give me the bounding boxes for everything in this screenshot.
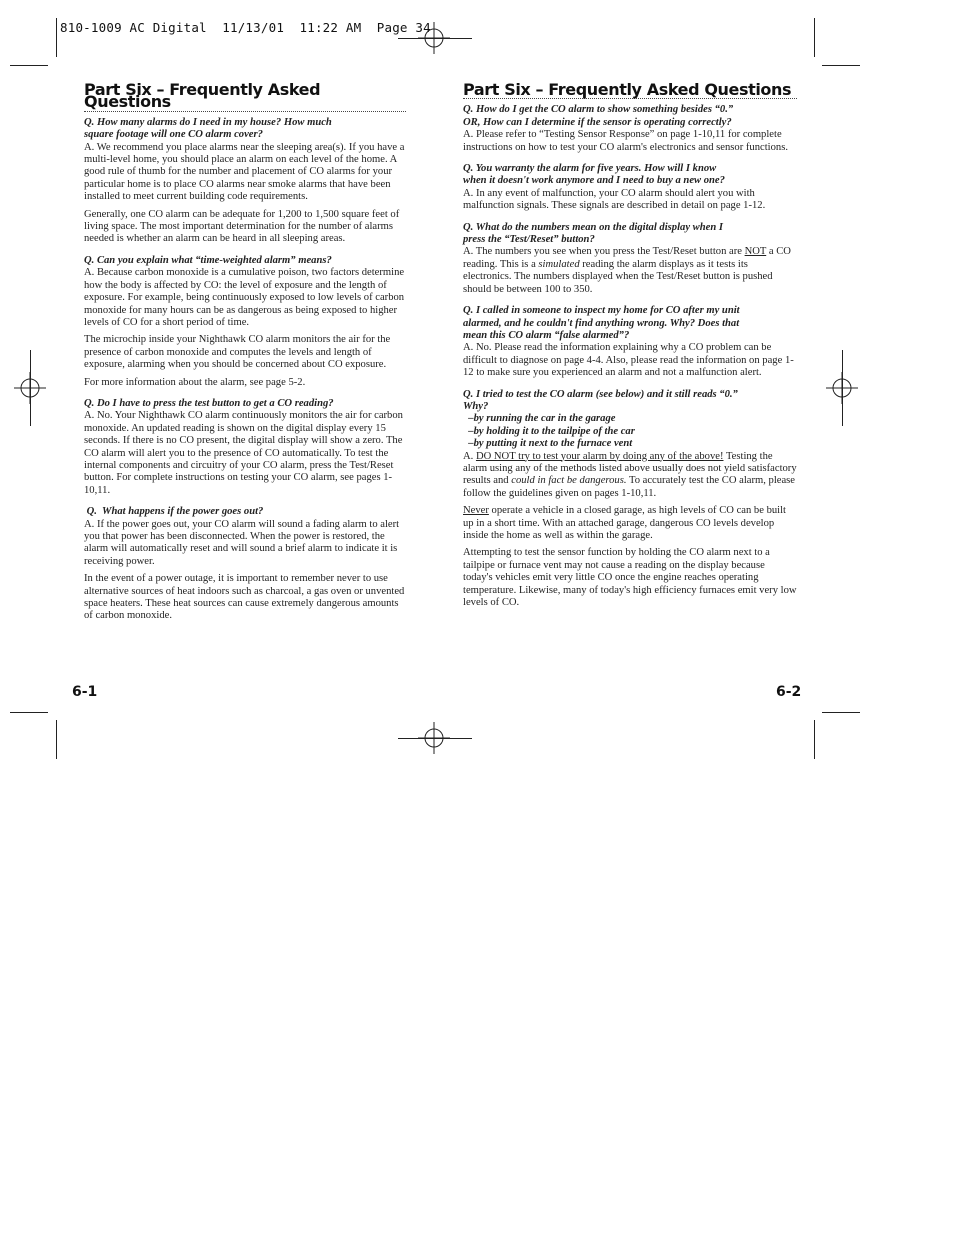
faq-answer: A. We recommend you place alarms near the sleeping area(s). If you have a multi-level home, you should place an alarm on each level of the home. A good rule of thumb for the number and placement of CO alarms for your particular home is to place CO alarms near smoke alarms that have been installed to meet current building code requirements.	[84, 141, 405, 203]
faq-question: Q. Do I have to press the test button to get a CO reading?	[84, 397, 334, 409]
faq-item	[463, 163, 797, 213]
registration-line	[30, 350, 31, 426]
faq-item	[84, 398, 406, 497]
faq-answer: A. No. Your Nighthawk CO alarm continuously monitors the air for carbon monoxide. An updated reading is shown on the digital display every 15 seconds. If there is no CO present, the digital display will show a zero. The CO alarm will alert you to the presence of CO automatically. To test the internal components and circuitry of your CO alarm, press the Test/Reset button. For complete instructions on testing your CO alarm, see pages 1-10,11.	[84, 410, 403, 496]
faq-answer-paragraph: Never operate a vehicle in a closed garage, as high levels of CO can be built up in a short time. With an attached garage, dangerous CO levels develop inside the home as well as within the garage.	[463, 505, 786, 541]
page-title: Part Six – Frequently Asked Questions	[84, 84, 406, 112]
crop-mark	[822, 712, 860, 713]
crop-mark	[814, 720, 815, 759]
faq-answer-paragraph: In the event of a power outage, it is important to remember never to use alternative sources of heat indoors such as charcoal, a gas oven or unvented space heaters. These heat sources can cause extremely dangerous amounts of carbon monoxide.	[84, 573, 405, 622]
faq-item	[463, 389, 797, 610]
faq-answer: A. If the power goes out, your CO alarm will sound a fading alarm to alert you that power has been disconnected. When the power is restored, the alarm will automatically reset and will sound a brief alarm to indicate it is receiving power.	[84, 518, 400, 567]
crop-mark	[10, 65, 48, 66]
right-page-column	[463, 80, 797, 618]
faq-item	[463, 222, 797, 296]
faq-item	[84, 255, 406, 389]
left-page-column	[84, 80, 406, 632]
page-title: Part Six – Frequently Asked Questions	[463, 84, 797, 99]
faq-question: Q. How do I get the CO alarm to show something besides “0.” OR, How can I determine if the sensor is operating correctly?	[463, 104, 734, 128]
page-number: 6-2	[776, 684, 802, 700]
crop-mark	[56, 18, 57, 57]
print-slug: 810-1009 AC Digital 11/13/01 11:22 AM Page 34	[60, 20, 431, 35]
faq-answer-paragraph: The microchip inside your Nighthawk CO alarm monitors the air for the presence of carbon monoxide and computes the levels and length of exposure, alarming when you should be concerned about CO exposure.	[84, 334, 391, 371]
faq-question: Q. How many alarms do I need in my house? How much square footage will one CO alarm cover?	[84, 116, 332, 141]
registration-line	[398, 738, 472, 739]
faq-question: Q. Can you explain what “time-weighted alarm” means?	[84, 254, 332, 266]
faq-item	[84, 117, 406, 246]
crop-mark	[822, 65, 860, 66]
crop-mark	[56, 720, 57, 759]
faq-item	[84, 506, 406, 623]
faq-item	[463, 104, 797, 154]
page-number: 6-1	[72, 684, 98, 700]
faq-question: Q. You warranty the alarm for five years. How will I know when it doesn't work anymore and I need to buy a new one?	[463, 163, 725, 187]
faq-question: Q. I tried to test the CO alarm (see below) and it still reads “0.” Why? –by running the car in the garage –by holding it to the tailpipe of the car –by putting it next to the furnace vent	[463, 388, 738, 450]
faq-answer: A. The numbers you see when you press the Test/Reset button are NOT a CO reading. This is a simulated reading the alarm displays as it tests its electronics. The numbers displayed when the Test/Reset button is pushed should be between 100 to 350.	[463, 246, 791, 295]
faq-answer: A. DO NOT try to test your alarm by doing any of the above! Testing the alarm using any of the methods listed above usually does not yield satisfactory results and could in fact be dangerous. To accurately test the CO alarm, please follow the guidelines given on pages 1-10,11.	[463, 450, 797, 499]
registration-line	[398, 38, 472, 39]
faq-answer: A. Please refer to “Testing Sensor Response” on page 1-10,11 for complete instructions on how to test your CO alarm's electronics and sensor functions.	[463, 129, 788, 153]
faq-item	[463, 305, 797, 379]
faq-question: Q. I called in someone to inspect my home for CO after my unit alarmed, and he couldn't find anything wrong. Why? Does that mean this CO alarm “false alarmed”?	[463, 305, 740, 341]
faq-answer-paragraph: Attempting to test the sensor function by holding the CO alarm next to a tailpipe or furnace vent may not cause a reading on the display because today's vehicles emit very little CO once the engine reaches operating temperature. Likewise, many of today's high efficiency furnaces emit very low levels of CO.	[463, 547, 797, 609]
crop-mark	[10, 712, 48, 713]
faq-question: Q. What do the numbers mean on the digital display when I press the “Test/Reset” button?	[463, 221, 723, 246]
faq-question: Q. What happens if the power goes out?	[84, 506, 264, 518]
faq-answer: A. No. Please read the information explaining why a CO problem can be difficult to diagnose on page 4-4. Also, please read the information on page 1-12 to make sure you experienced an alarm and not a malfunction alert.	[463, 342, 794, 379]
registration-line	[842, 350, 843, 426]
faq-answer-paragraph: Generally, one CO alarm can be adequate for 1,200 to 1,500 square feet of living space. The most important determination for the number of alarms needed is whether an alarm can be heard in all sleeping areas.	[84, 208, 400, 245]
faq-answer: A. Because carbon monoxide is a cumulative poison, two factors determine how the body is affected by CO: the level of exposure and the length of exposure. For example, being continuously exposed to low levels of carbon monoxide for many hours can be as dangerous as being exposed to higher levels of CO for a short period of time.	[84, 267, 405, 328]
faq-answer: A. In any event of malfunction, your CO alarm should alert you with malfunction signals. These signals are described in detail on page 1-12.	[463, 187, 766, 212]
crop-mark	[814, 18, 815, 57]
faq-answer-paragraph: For more information about the alarm, see page 5-2.	[84, 376, 306, 388]
